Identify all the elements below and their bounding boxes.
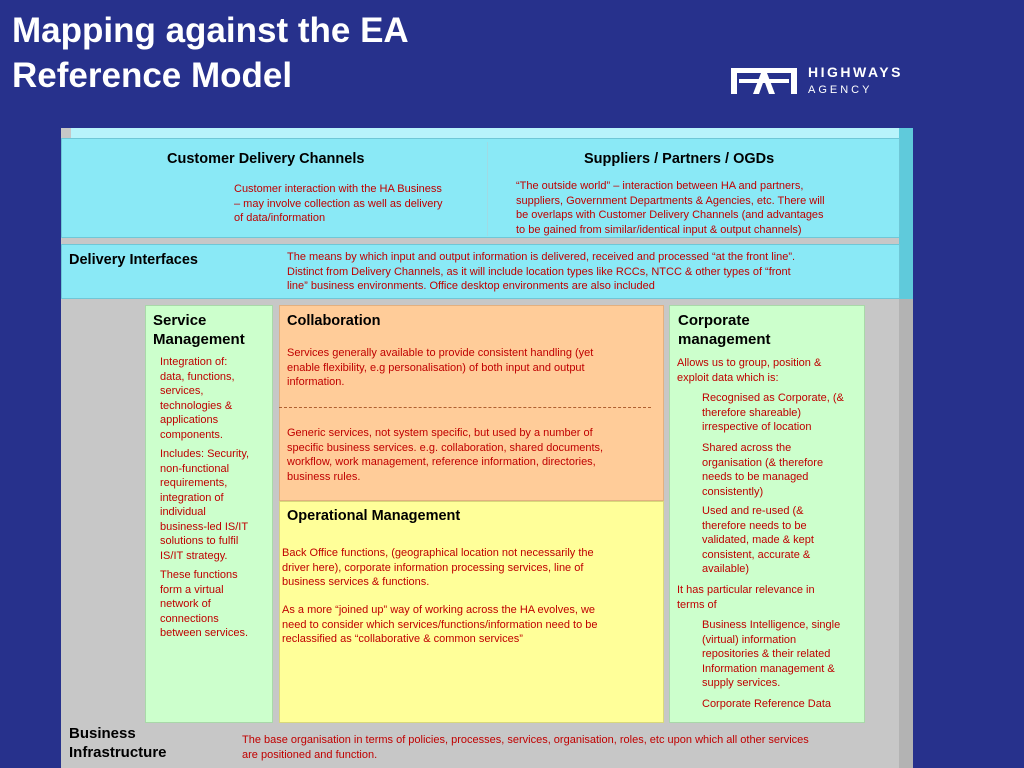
business-infrastructure-description [242, 733, 892, 762]
text-line: technologies & [160, 399, 233, 412]
text-line: are positioned and function. [242, 748, 378, 761]
text-line: irrespective of location [702, 421, 812, 433]
text-line: These functions [160, 569, 238, 581]
corporate-management-heading-line: Corporate [678, 312, 750, 329]
text-line: Recognised as Corporate, (& [702, 392, 844, 404]
text-line: information. [287, 376, 345, 388]
text-line: between services. [160, 627, 249, 639]
delivery-interfaces-line: Distinct from Delivery Channels, as it will include location types like RCCs, NTCC & other types of “front [287, 265, 791, 278]
corporate-management-bullet1 [702, 391, 864, 435]
text-line: repositories & their related [702, 648, 831, 660]
delivery-interfaces-description [287, 250, 897, 294]
corporate-management-heading-line: management [678, 331, 771, 348]
logo-word-highways: HIGHWAYS [808, 64, 903, 80]
text-line: Corporate Reference Data [702, 698, 832, 710]
text-line: supply services. [702, 677, 781, 689]
suppliers-line: be overlaps with Customer Delivery Channels (and advantages [516, 209, 824, 221]
text-line: Information management & [702, 662, 835, 675]
text-line: Integration of: [160, 356, 228, 368]
operational-management-para1 [282, 546, 662, 590]
text-line: business rules. [287, 470, 361, 483]
text-line: terms of [677, 598, 717, 611]
slide-title [12, 8, 409, 98]
logo-word-agency: AGENCY [808, 84, 873, 96]
suppliers-description [516, 179, 896, 237]
collaboration-para2 [287, 426, 657, 484]
text-line: therefore shareable) [702, 406, 802, 419]
suppliers-line: “The outside world” – interaction between HA and partners, [516, 180, 804, 192]
slide-title-line1: Mapping against the EA [12, 11, 409, 50]
text-line: components. [160, 428, 223, 441]
corporate-management-bullet4 [702, 618, 864, 691]
service-management-para2 [160, 447, 272, 563]
text-line: requirements, [160, 477, 228, 489]
text-line: needs to be managed [702, 471, 809, 483]
delivery-interfaces-heading: Delivery Interfaces [69, 252, 198, 268]
business-infrastructure-heading [69, 724, 167, 762]
text-line: consistently) [702, 485, 764, 498]
text-line: workflow, work management, reference information, directories, [287, 456, 596, 468]
ea-reference-model-diagram [61, 128, 913, 768]
text-line: network of [160, 598, 211, 610]
slide-title-line2: Reference Model [12, 56, 293, 95]
customer-delivery-line: of data/information [234, 212, 326, 224]
operational-management-heading: Operational Management [287, 508, 461, 524]
delivery-interfaces-line: line” business environments. Office desktop environments are also included [287, 280, 655, 292]
text-line: Shared across the [702, 442, 792, 454]
text-line: reclassified as “collaborative & common services” [282, 633, 523, 645]
text-line: business-led IS/IT [160, 520, 249, 533]
top-layer-side-face [899, 128, 913, 238]
corporate-management-bullet3 [702, 504, 864, 577]
text-line: Business Intelligence, single [702, 619, 841, 631]
corporate-management-relevance [677, 583, 862, 612]
text-line: enable flexibility, e.g personalisation) of both input and output [287, 361, 585, 374]
business-infrastructure-heading-line: Infrastructure [69, 744, 167, 761]
suppliers-line: to be gained from similar/identical input & output channels) [516, 223, 802, 236]
text-line: As a more “joined up” way of working across the HA evolves, we [282, 604, 596, 616]
text-line: business services & functions. [282, 576, 430, 588]
text-line: Services generally available to provide consistent handling (yet [287, 347, 594, 359]
service-management-heading-line: Management [153, 331, 245, 348]
text-line: consistent, accurate & [702, 548, 811, 561]
text-line: connections [160, 612, 219, 625]
text-line: organisation (& therefore [702, 456, 824, 469]
delivery-interfaces-side-face [899, 234, 913, 299]
corporate-management-bullet5 [702, 697, 864, 712]
text-line: Generic services, not system specific, but used by a number of [287, 427, 593, 439]
text-line: individual [160, 506, 206, 518]
text-line: integration of [160, 491, 224, 504]
text-line: Includes: Security, [160, 448, 250, 460]
corporate-management-heading [678, 311, 771, 349]
suppliers-line: suppliers, Government Departments & Agencies, etc. There will [516, 194, 825, 207]
text-line: exploit data which is: [677, 371, 779, 384]
text-line: (virtual) information [702, 633, 797, 646]
suppliers-heading: Suppliers / Partners / OGDs [584, 151, 775, 167]
text-line: non-functional [160, 462, 230, 475]
text-line: form a virtual [160, 583, 224, 596]
service-management-text [160, 355, 272, 641]
corporate-management-intro [677, 356, 862, 385]
text-line: Allows us to group, position & [677, 357, 822, 369]
text-line: Back Office functions, (geographical location not necessarily the [282, 547, 594, 559]
text-line: Used and re-used (& [702, 505, 804, 517]
customer-delivery-heading: Customer Delivery Channels [167, 151, 365, 167]
infrastructure-side-face [899, 299, 913, 768]
text-line: services, [160, 385, 204, 397]
customer-delivery-description [234, 182, 494, 226]
customer-delivery-line: Customer interaction with the HA Business [234, 183, 442, 195]
collaboration-para1 [287, 346, 657, 390]
text-line: solutions to fulfil [160, 535, 239, 547]
text-line: The base organisation in terms of policies, processes, services, organisation, roles, etc upon which all other services [242, 734, 809, 746]
collaboration-dashed-divider [279, 407, 651, 408]
operational-management-para2 [282, 603, 662, 647]
highways-agency-logo-icon [731, 62, 797, 96]
service-management-heading-line: Service [153, 312, 207, 329]
service-management-para1 [160, 355, 272, 442]
business-infrastructure-heading-line: Business [69, 725, 136, 742]
text-line: data, functions, [160, 370, 235, 383]
service-management-heading [153, 311, 245, 349]
text-line: available) [702, 563, 750, 575]
text-line: It has particular relevance in [677, 584, 815, 596]
text-line: applications [160, 414, 219, 426]
service-management-para3 [160, 568, 272, 641]
collaboration-heading: Collaboration [287, 313, 381, 329]
text-line: driver here), corporate information processing services, line of [282, 561, 584, 574]
text-line: specific business services. e.g. collaboration, shared documents, [287, 441, 604, 454]
text-line: validated, made & kept [702, 534, 814, 546]
text-line: therefore needs to be [702, 519, 807, 532]
corporate-management-bullet2 [702, 441, 864, 499]
text-line: need to consider which services/functions/information need to be [282, 618, 598, 631]
text-line: IS/IT strategy. [160, 549, 228, 562]
delivery-interfaces-line: The means by which input and output information is delivered, received and processed “at the front line”. [287, 251, 796, 263]
customer-delivery-line: – may involve collection as well as delivery [234, 197, 443, 210]
